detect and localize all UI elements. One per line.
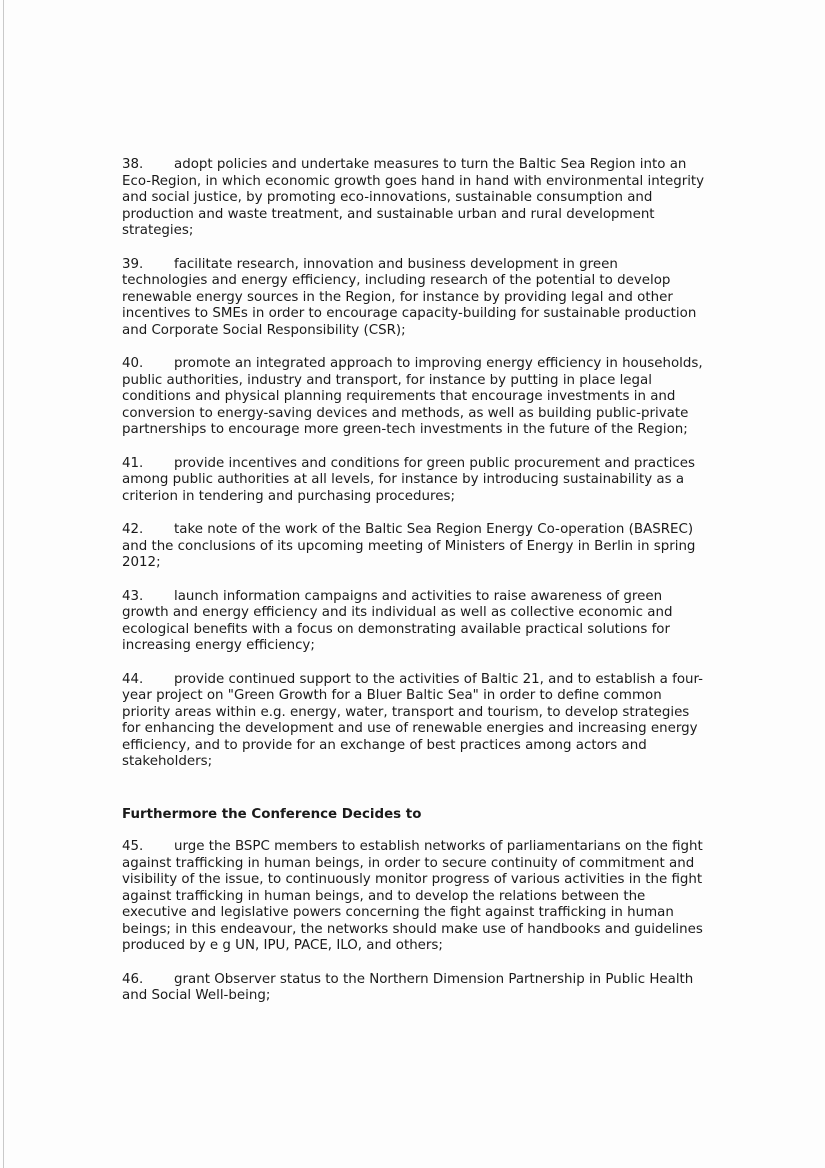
item-number: 40. — [122, 356, 144, 371]
item-number: 41. — [122, 455, 144, 471]
item-number: 42. — [122, 522, 144, 537]
item-text: provide incentives and conditions for green public procurement and practices among public authorities at all levels, for instance by introducing sustainability as a criterion in tendering and purchasing procedures; — [122, 455, 695, 504]
item-text: take note of the work of the Baltic Sea Region Energy Co-operation (BASREC) and the conclusions of its upcoming meeting of Ministers of Energy in Berlin in spring 2012; — [122, 522, 696, 570]
list-item — [122, 356, 707, 439]
list-item — [122, 589, 707, 655]
list-item — [122, 456, 707, 506]
list-item — [122, 522, 707, 572]
list-item — [122, 972, 707, 1005]
section-heading: Furthermore the Conference Decides to — [122, 806, 422, 822]
item-number: 45. — [122, 839, 144, 854]
scan-edge-line — [3, 0, 4, 1168]
list-item — [122, 839, 707, 955]
item-number: 44. — [122, 671, 144, 687]
item-text: facilitate research, innovation and business development in green technologies and energy efficiency, including research of the potential to develop renewable energy sources in the Region, for instance by providing legal and other incentives to SMEs in order to encourage capacity-building for sustainable production and Corporate Social Responsibility (CSR); — [122, 256, 697, 338]
document-body — [122, 157, 707, 1022]
item-text: adopt policies and undertake measures to turn the Baltic Sea Region into an Eco-Region, in which economic growth goes hand in hand with environmental integrity and social justice, by promoting eco-innovations, sustainable consumption and production and waste treatment, and sustainable urban and rural development strategies; — [122, 157, 705, 238]
item-text: promote an integrated approach to improving energy efficiency in households, public authorities, industry and transport, for instance by putting in place legal conditions and physical planning requirements that encourage investments in and conversion to energy-saving devices and methods, as well as building public-private partnerships to encourage more green-tech investments in the future of the Region; — [122, 356, 703, 437]
item-number: 43. — [122, 588, 144, 604]
item-number: 39. — [122, 256, 144, 272]
item-text: urge the BSPC members to establish networks of parliamentarians on the fight against trafficking in human beings, in order to secure continuity of commitment and visibility of the issue, to continuously monitor progress of various activities in the fight against trafficking in human beings, and to develop the relations between the executive and legislative powers concerning the fight against trafficking in human beings; in this endeavour, the networks should make use of handbooks and guidelines produced by e g UN, IPU, PACE, ILO, and others; — [122, 839, 703, 953]
item-text: provide continued support to the activities of Baltic 21, and to establish a four-year project on "Green Growth for a Bluer Baltic Sea" in order to define common priority areas within e.g. energy, water, transport and tourism, to develop strategies for enhancing the development and use of renewable energies and increasing energy efficiency, and to provide for an exchange of best practices among actors and stakeholders; — [122, 671, 703, 769]
list-item — [122, 672, 707, 771]
item-number: 46. — [122, 971, 144, 987]
item-number: 38. — [122, 157, 144, 172]
item-text: grant Observer status to the Northern Dimension Partnership in Public Health and Social Well-being; — [122, 971, 694, 1003]
list-item — [122, 257, 707, 340]
item-text: launch information campaigns and activities to raise awareness of green growth and energy efficiency and its individual as well as collective economic and ecological benefits with a focus on demonstrating available practical solutions for increasing energy efficiency; — [122, 588, 673, 653]
list-item — [122, 157, 707, 240]
